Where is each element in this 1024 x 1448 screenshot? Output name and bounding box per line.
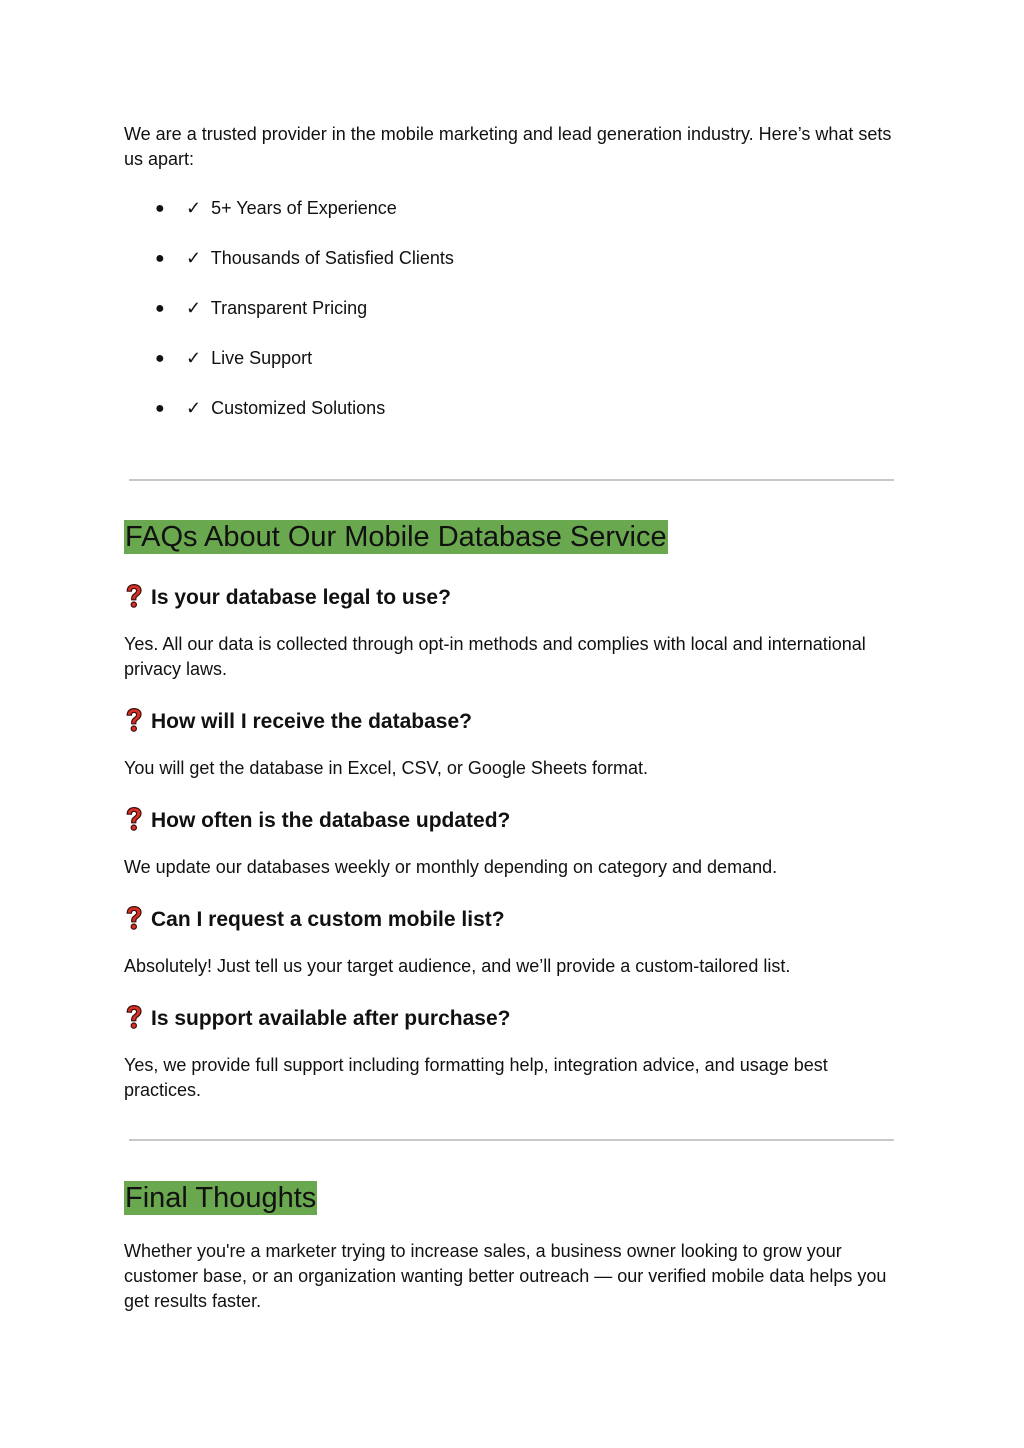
intro-paragraph: We are a trusted provider in the mobile marketing and lead generation industry. Here’s what sets us apart: xyxy=(124,124,892,169)
red-question-mark-icon xyxy=(124,806,144,832)
final-paragraph: Whether you're a marketer trying to increase sales, a business owner looking to grow your customer base, or an organization wanting better outreach — our verified mobile data helps you get results faster. xyxy=(124,1241,887,1311)
check-icon: ✓ xyxy=(186,198,202,218)
list-item xyxy=(124,296,896,321)
red-question-mark-icon xyxy=(124,905,144,931)
list-item xyxy=(124,396,896,421)
faq-question-text: How often is the database updated? xyxy=(151,809,511,832)
faq-heading: FAQs About Our Mobile Database Service xyxy=(125,521,667,553)
bullet-dot-icon: ● xyxy=(155,200,165,217)
document-page xyxy=(124,122,896,1311)
faq-answer: You will get the database in Excel, CSV, or Google Sheets format. xyxy=(124,758,648,778)
faq-heading-wrap xyxy=(124,520,668,554)
list-item-label: Thousands of Satisfied Clients xyxy=(210,248,454,268)
check-icon: ✓ xyxy=(186,398,202,418)
bullet-dot-icon: ● xyxy=(155,400,165,417)
bullet-dot-icon: ● xyxy=(155,350,165,367)
faq-question-text: Is your database legal to use? xyxy=(151,586,451,609)
faq-question xyxy=(124,1004,510,1033)
faq-question xyxy=(124,806,510,835)
list-item xyxy=(124,346,896,371)
faq-question xyxy=(124,707,472,736)
red-question-mark-icon xyxy=(124,583,144,609)
bullet-dot-icon: ● xyxy=(155,300,165,317)
faq-answer: Yes, we provide full support including formatting help, integration advice, and usage best practices. xyxy=(124,1055,828,1100)
check-icon: ✓ xyxy=(186,248,202,268)
divider xyxy=(129,1139,894,1141)
check-icon: ✓ xyxy=(186,298,202,318)
bullet-dot-icon: ● xyxy=(155,250,165,267)
final-heading-wrap xyxy=(124,1181,317,1215)
faq-question xyxy=(124,583,451,612)
faq-question-text: Can I request a custom mobile list? xyxy=(151,908,505,931)
list-item-label: Customized Solutions xyxy=(211,398,386,418)
list-item xyxy=(124,196,896,221)
list-item-label: Transparent Pricing xyxy=(210,298,368,318)
final-heading: Final Thoughts xyxy=(125,1182,317,1214)
list-item-label: Live Support xyxy=(211,348,313,368)
features-list xyxy=(124,196,896,421)
faq-answer: Yes. All our data is collected through opt-in methods and complies with local and international privacy laws. xyxy=(124,634,866,679)
faq-answer: Absolutely! Just tell us your target audience, and we’ll provide a custom-tailored list. xyxy=(124,956,791,976)
divider xyxy=(129,479,894,481)
check-icon: ✓ xyxy=(186,348,202,368)
red-question-mark-icon xyxy=(124,1004,144,1030)
list-item xyxy=(124,246,896,271)
faq-question-text: Is support available after purchase? xyxy=(151,1007,511,1030)
faq-question xyxy=(124,905,505,934)
list-item-label: 5+ Years of Experience xyxy=(211,198,397,218)
red-question-mark-icon xyxy=(124,707,144,733)
faq-question-text: How will I receive the database? xyxy=(151,710,472,733)
faq-answer: We update our databases weekly or monthly depending on category and demand. xyxy=(124,857,778,877)
